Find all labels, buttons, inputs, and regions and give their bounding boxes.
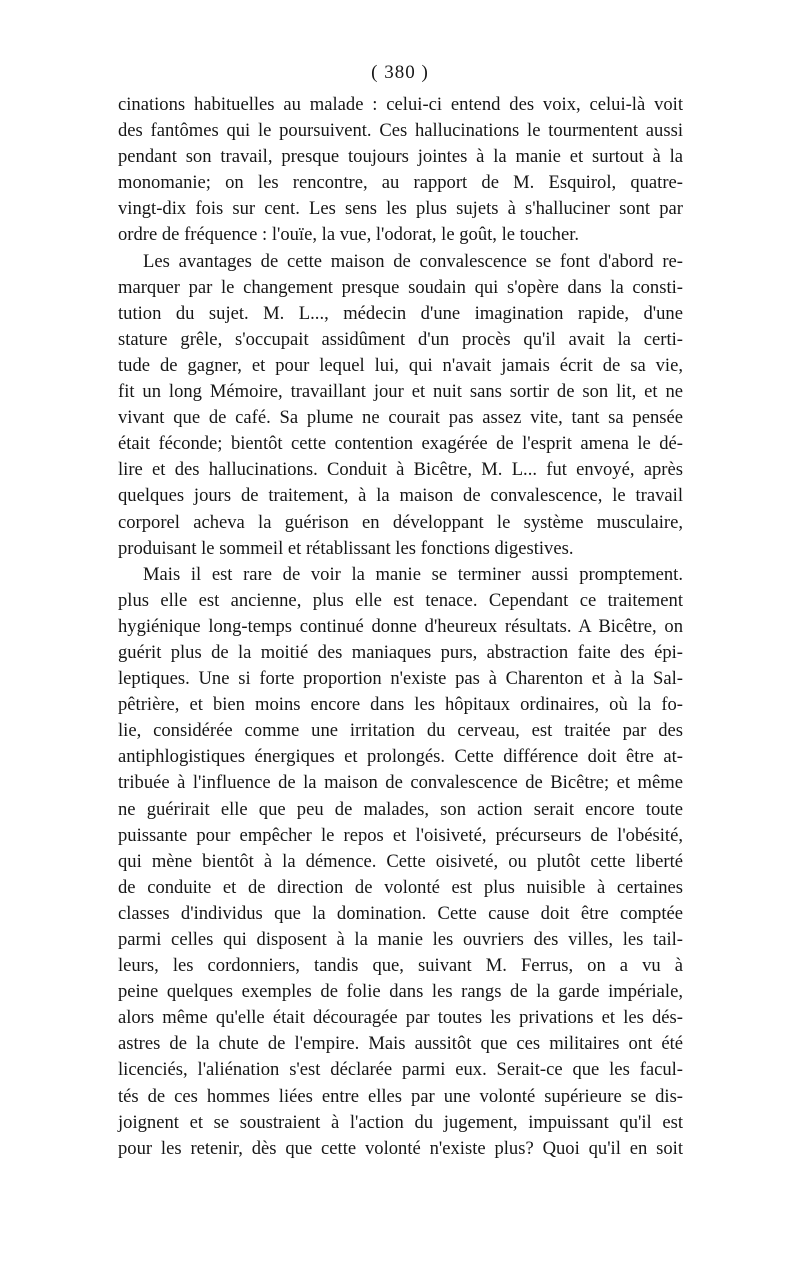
text-line: lie, considérée comme une irritation du cerveau, est traitée par des — [118, 720, 683, 742]
text-line: ne guérirait elle que peu de malades, son action serait encore toute — [118, 798, 683, 820]
text-line: tés de ces hommes liées entre elles par une volonté supérieure se dis- — [118, 1085, 683, 1107]
text-line: astres de la chute de l'empire. Mais aussitôt que ces militaires ont été — [118, 1033, 683, 1055]
text-line: tution du sujet. M. L..., médecin d'une imagination rapide, d'une — [118, 302, 683, 324]
text-line: lire et des hallucinations. Conduit à Bicêtre, M. L... fut envoyé, après — [118, 459, 683, 481]
text-line: leurs, les cordonniers, tandis que, suivant M. Ferrus, on a vu à — [118, 955, 683, 977]
paragraph-1 — [118, 92, 683, 249]
text-line: peine quelques exemples de folie dans les rangs de la garde impériale, — [118, 981, 683, 1003]
text-line: des fantômes qui le poursuivent. Ces hallucinations le tourmentent aussi — [118, 120, 683, 142]
text-line: pour les retenir, dès que cette volonté n'existe plus? Quoi qu'il en soit — [118, 1137, 683, 1159]
text-line: plus elle est ancienne, plus elle est tenace. Cependant ce traitement — [118, 589, 683, 611]
text-line: leptiques. Une si forte proportion n'existe pas à Charenton et à la Sal- — [118, 668, 683, 690]
text-line: joignent et se soustraient à l'action du jugement, impuissant qu'il est — [118, 1111, 683, 1133]
text-line: de conduite et de direction de volonté est plus nuisible à certaines — [118, 876, 683, 898]
text-line: puissante pour empêcher le repos et l'oisiveté, précurseurs de l'obésité, — [118, 824, 683, 846]
text-line: antiphlogistiques énergiques et prolongés. Cette différence doit être at- — [118, 746, 683, 768]
text-line: marquer par le changement presque soudain qui s'opère dans la consti- — [118, 276, 683, 298]
text-line: alors même qu'elle était découragée par toutes les privations et les dés- — [118, 1007, 683, 1029]
text-line: cinations habituelles au malade : celui-ci entend des voix, celui-là voit — [118, 94, 683, 115]
text-line: parmi celles qui disposent à la manie les ouvriers des villes, les tail- — [118, 929, 683, 950]
text-line: stature grêle, s'occupait assidûment d'un procès qu'il avait la certi- — [118, 328, 683, 350]
text-line: Mais il est rare de voir la manie se terminer aussi promptement. — [143, 563, 683, 585]
text-line: vingt-dix fois sur cent. Les sens les plus sujets à s'halluciner sont par — [118, 198, 683, 220]
body-text — [118, 92, 683, 1162]
text-line: Les avantages de cette maison de convalescence se font d'abord re- — [143, 250, 683, 272]
text-line: pendant son travail, presque toujours jointes à la manie et surtout à la — [118, 146, 683, 168]
text-line: quelques jours de traitement, à la maison de convalescence, le travail — [118, 485, 683, 507]
text-line: monomanie; on les rencontre, au rapport de M. Esquirol, quatre- — [118, 172, 683, 194]
text-line: qui mène bientôt à la démence. Cette oisiveté, ou plutôt cette liberté — [118, 850, 683, 872]
paragraph-3 — [118, 562, 683, 1162]
paragraph-2 — [118, 249, 683, 562]
text-line: tude de gagner, et pour lequel lui, qui n'avait jamais écrit de sa vie, — [118, 354, 683, 376]
text-line: était féconde; bientôt cette contention exagérée de l'esprit amena le dé- — [118, 433, 683, 455]
text-line: tribuée à l'influence de la maison de convalescence de Bicêtre; et même — [118, 772, 683, 794]
text-line: ordre de fréquence : l'ouïe, la vue, l'odorat, le goût, le toucher. — [118, 224, 580, 246]
text-line: pêtrière, et bien moins encore dans les hôpitaux ordinaires, où la fo- — [118, 694, 683, 716]
text-line: classes d'individus que la domination. Cette cause doit être comptée — [118, 902, 683, 924]
text-line: licenciés, l'aliénation s'est déclarée parmi eux. Serait-ce que les facul- — [118, 1059, 683, 1081]
page-number: ( 380 ) — [371, 62, 429, 83]
text-line: produisant le sommeil et rétablissant les fonctions digestives. — [118, 537, 574, 559]
text-line: hygiénique long-temps continué donne d'heureux résultats. A Bicêtre, on — [118, 615, 683, 637]
text-line: fit un long Mémoire, travaillant jour et nuit sans sortir de son lit, et ne — [118, 381, 683, 403]
text-line: corporel acheva la guérison en développant le système musculaire, — [118, 511, 683, 533]
text-line: guérit plus de la moitié des maniaques purs, abstraction faite des épi- — [118, 641, 683, 663]
text-line: vivant que de café. Sa plume ne courait pas assez vite, tant sa pensée — [118, 407, 683, 429]
